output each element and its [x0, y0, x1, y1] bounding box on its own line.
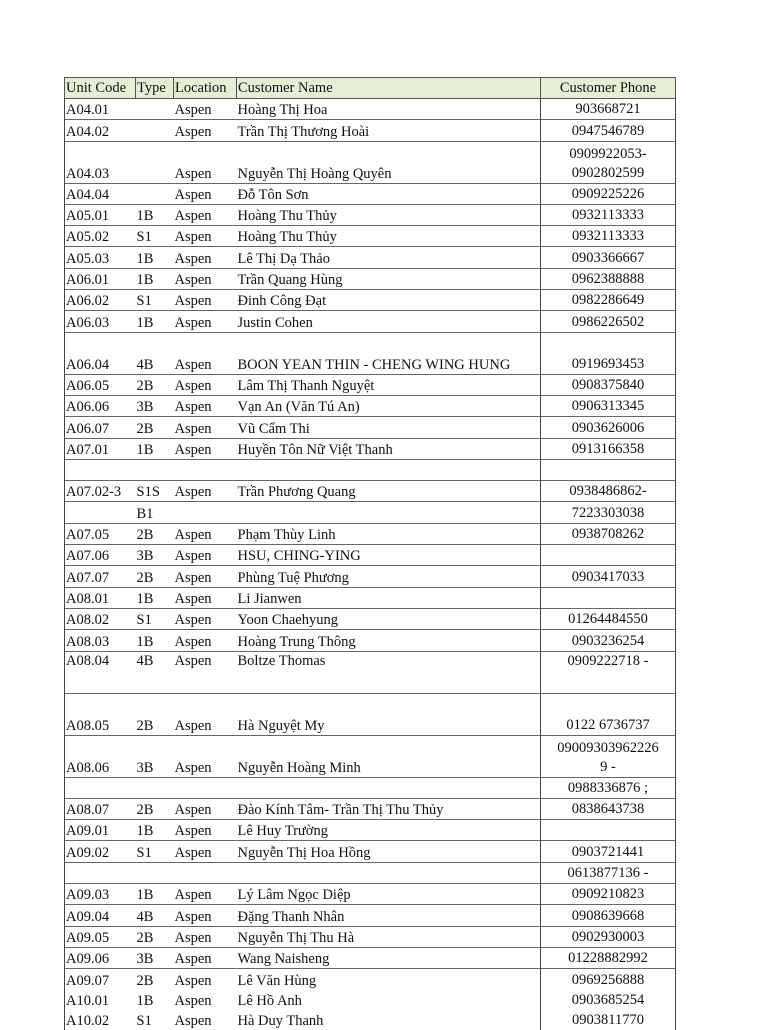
- location-cell: Aspen: [174, 884, 237, 905]
- location-cell: Aspen: [174, 841, 237, 862]
- unit-code-cell: A06.03: [65, 311, 136, 332]
- unit-code-cell: A06.07: [65, 417, 136, 438]
- table-row: [65, 926, 676, 947]
- location-cell: Aspen: [174, 374, 237, 395]
- type-cell: 2B: [136, 523, 174, 544]
- unit-code-cell: A08.04: [65, 651, 136, 693]
- location-cell: Aspen: [174, 1010, 237, 1030]
- type-cell: 2B: [136, 926, 174, 947]
- location-cell: Aspen: [174, 204, 237, 225]
- table-row: [65, 798, 676, 819]
- customer-phone-cell: [541, 862, 676, 883]
- location-cell: Aspen: [174, 141, 237, 183]
- table-row: [65, 587, 676, 608]
- customer-phone-cell: [541, 141, 676, 183]
- location-cell: Aspen: [174, 120, 237, 141]
- table-row: [65, 141, 676, 183]
- customer-name-header: Customer Name: [237, 78, 541, 99]
- customer-phone-cell: [541, 395, 676, 416]
- type-cell: S1: [136, 1010, 174, 1030]
- customer-name-cell: Lê Hồ Anh: [237, 990, 541, 1010]
- unit-code-cell: A07.05: [65, 523, 136, 544]
- customer-phone-cell: [541, 693, 676, 735]
- location-cell: Aspen: [174, 268, 237, 289]
- customer-name-cell: [237, 459, 541, 480]
- unit-code-cell: A06.05: [65, 374, 136, 395]
- location-cell: Aspen: [174, 545, 237, 566]
- phone-line: 0909225226: [542, 185, 674, 204]
- unit-code-cell: [65, 502, 136, 523]
- table-row: [65, 947, 676, 968]
- type-cell: 3B: [136, 545, 174, 566]
- table-row: [65, 862, 676, 883]
- location-cell: Aspen: [174, 183, 237, 204]
- unit-code-cell: A07.06: [65, 545, 136, 566]
- phone-line: 7223303038: [542, 504, 674, 523]
- table-row: [65, 566, 676, 587]
- phone-line: 0908639668: [542, 907, 674, 926]
- type-cell: [136, 120, 174, 141]
- customer-phone-cell: [541, 947, 676, 968]
- phone-line: 0903811770: [542, 1011, 674, 1030]
- location-cell: Aspen: [174, 608, 237, 629]
- table-row: [65, 841, 676, 862]
- customer-phone-cell: [541, 884, 676, 905]
- phone-line: 0902930003: [542, 928, 674, 947]
- type-cell: 1B: [136, 587, 174, 608]
- table-row: [65, 630, 676, 651]
- type-cell: 1B: [136, 630, 174, 651]
- customer-name-cell: [237, 777, 541, 798]
- unit-code-cell: A07.02-3: [65, 481, 136, 502]
- location-cell: Aspen: [174, 926, 237, 947]
- table-row: [65, 502, 676, 523]
- customer-phone-cell: [541, 735, 676, 777]
- unit-code-cell: A07.01: [65, 438, 136, 459]
- location-cell: Aspen: [174, 587, 237, 608]
- customer-name-cell: Hà Duy Thanh: [237, 1010, 541, 1030]
- table-row: [65, 438, 676, 459]
- phone-line: 0903236254: [542, 632, 674, 651]
- unit-code-cell: A09.05: [65, 926, 136, 947]
- customer-name-cell: [237, 862, 541, 883]
- customer-name-cell: Lê Huy Trường: [237, 820, 541, 841]
- customer-phone-cell: [541, 566, 676, 587]
- phone-line: 01264484550: [542, 610, 674, 629]
- unit-code-cell: A04.01: [65, 99, 136, 120]
- table-row: [65, 693, 676, 735]
- location-cell: Aspen: [174, 630, 237, 651]
- unit-code-cell: A05.03: [65, 247, 136, 268]
- type-cell: 2B: [136, 798, 174, 819]
- customer-phone-cell: [541, 247, 676, 268]
- location-cell: Aspen: [174, 481, 237, 502]
- type-cell: 1B: [136, 990, 174, 1010]
- customer-name-cell: [237, 502, 541, 523]
- customer-table: [64, 77, 676, 1030]
- customer-name-cell: Nguyễn Thị Hoa Hồng: [237, 841, 541, 862]
- table-row: [65, 608, 676, 629]
- type-cell: 3B: [136, 947, 174, 968]
- customer-phone-cell: [541, 777, 676, 798]
- unit-code-cell: A09.04: [65, 905, 136, 926]
- type-cell: B1: [136, 502, 174, 523]
- customer-name-cell: Nguyễn Thị Thu Hà: [237, 926, 541, 947]
- unit-code-cell: [65, 862, 136, 883]
- customer-phone-cell: [541, 204, 676, 225]
- table-row: [65, 969, 676, 990]
- customer-name-cell: Yoon Chaehyung: [237, 608, 541, 629]
- customer-phone-cell: [541, 587, 676, 608]
- phone-line: 0903721441: [542, 843, 674, 862]
- unit-code-cell: A10.01: [65, 990, 136, 1010]
- phone-line: 0909210823: [542, 885, 674, 904]
- customer-name-cell: Boltze Thomas: [237, 651, 541, 693]
- unit-code-cell: A08.01: [65, 587, 136, 608]
- type-cell: 4B: [136, 332, 174, 374]
- customer-phone-cell: [541, 332, 676, 374]
- unit-code-cell: [65, 459, 136, 480]
- phone-line: 01228882992: [542, 949, 674, 968]
- table-row: [65, 268, 676, 289]
- phone-line: 0932113333: [542, 206, 674, 225]
- phone-line: 0903366667: [542, 249, 674, 268]
- customer-phone-cell: [541, 502, 676, 523]
- customer-name-cell: Trần Quang Hùng: [237, 268, 541, 289]
- location-cell: [174, 862, 237, 883]
- unit-code-cell: A06.06: [65, 395, 136, 416]
- phone-line: 0913166358: [542, 440, 674, 459]
- customer-name-cell: Nguyễn Hoàng Minh: [237, 735, 541, 777]
- customer-name-cell: Huyền Tôn Nữ Việt Thanh: [237, 438, 541, 459]
- customer-phone-cell: [541, 651, 676, 693]
- type-cell: S1: [136, 841, 174, 862]
- location-cell: Aspen: [174, 290, 237, 311]
- unit-code-cell: A06.01: [65, 268, 136, 289]
- table-row: [65, 395, 676, 416]
- table-row: [65, 820, 676, 841]
- unit-code-cell: A04.03: [65, 141, 136, 183]
- unit-code-cell: A09.02: [65, 841, 136, 862]
- phone-line: 0938708262: [542, 525, 674, 544]
- unit-code-header: Unit Code: [65, 78, 136, 99]
- type-cell: 1B: [136, 247, 174, 268]
- customer-name-cell: Lâm Thị Thanh Nguyệt: [237, 374, 541, 395]
- customer-name-cell: Hoàng Thu Thủy: [237, 226, 541, 247]
- location-cell: Aspen: [174, 990, 237, 1010]
- table-row: [65, 120, 676, 141]
- phone-line: 0906313345: [542, 397, 674, 416]
- customer-phone-cell: [541, 99, 676, 120]
- location-cell: [174, 502, 237, 523]
- customer-name-cell: Lê Thị Dạ Thảo: [237, 247, 541, 268]
- customer-phone-cell: [541, 311, 676, 332]
- customer-name-cell: Li Jianwen: [237, 587, 541, 608]
- customer-name-cell: Trần Phương Quang: [237, 481, 541, 502]
- type-cell: 3B: [136, 735, 174, 777]
- table-row: [65, 905, 676, 926]
- customer-phone-cell: [541, 1010, 676, 1030]
- location-cell: Aspen: [174, 247, 237, 268]
- customer-phone-cell: [541, 459, 676, 480]
- table-row: [65, 459, 676, 480]
- customer-name-cell: Lý Lâm Ngọc Diệp: [237, 884, 541, 905]
- customer-phone-cell: [541, 438, 676, 459]
- customer-name-cell: Hoàng Thị Hoa: [237, 99, 541, 120]
- location-cell: Aspen: [174, 438, 237, 459]
- location-cell: Aspen: [174, 798, 237, 819]
- location-cell: [174, 777, 237, 798]
- customer-name-cell: Hoàng Trung Thông: [237, 630, 541, 651]
- unit-code-cell: A08.02: [65, 608, 136, 629]
- customer-phone-cell: [541, 417, 676, 438]
- table-row: [65, 481, 676, 502]
- location-cell: Aspen: [174, 735, 237, 777]
- type-cell: [136, 141, 174, 183]
- unit-code-cell: A09.07: [65, 969, 136, 990]
- customer-phone-cell: [541, 926, 676, 947]
- unit-code-cell: A09.06: [65, 947, 136, 968]
- unit-code-cell: A08.03: [65, 630, 136, 651]
- customer-name-cell: Đỗ Tôn Sơn: [237, 183, 541, 204]
- table-row: [65, 99, 676, 120]
- type-cell: [136, 777, 174, 798]
- location-cell: Aspen: [174, 566, 237, 587]
- phone-line: 0986226502: [542, 313, 674, 332]
- location-cell: Aspen: [174, 417, 237, 438]
- location-cell: Aspen: [174, 693, 237, 735]
- table-row: [65, 204, 676, 225]
- type-cell: 2B: [136, 374, 174, 395]
- type-header: Type: [136, 78, 174, 99]
- type-cell: 1B: [136, 268, 174, 289]
- type-cell: 1B: [136, 311, 174, 332]
- unit-code-cell: A05.01: [65, 204, 136, 225]
- type-cell: S1: [136, 608, 174, 629]
- phone-line: 0909222718 -: [542, 652, 674, 671]
- table-row: [65, 417, 676, 438]
- customer-name-cell: Justin Cohen: [237, 311, 541, 332]
- phone-line: 0613877136 -: [542, 864, 674, 883]
- location-cell: [174, 459, 237, 480]
- type-cell: 2B: [136, 969, 174, 990]
- customer-name-cell: Wang Naisheng: [237, 947, 541, 968]
- type-cell: 1B: [136, 204, 174, 225]
- phone-line: 0919693453: [542, 355, 674, 374]
- customer-phone-cell: [541, 630, 676, 651]
- customer-name-cell: Hoàng Thu Thủy: [237, 204, 541, 225]
- phone-line: 0838643738: [542, 800, 674, 819]
- type-cell: S1: [136, 226, 174, 247]
- unit-code-cell: A05.02: [65, 226, 136, 247]
- phone-line: 0938486862-: [542, 482, 674, 501]
- customer-phone-cell: [541, 374, 676, 395]
- customer-phone-cell: [541, 268, 676, 289]
- type-cell: 1B: [136, 820, 174, 841]
- type-cell: 1B: [136, 438, 174, 459]
- phone-line: 9 -: [542, 758, 674, 777]
- unit-code-cell: [65, 777, 136, 798]
- customer-phone-cell: [541, 545, 676, 566]
- type-cell: 2B: [136, 566, 174, 587]
- phone-line: 0909922053-: [542, 145, 674, 164]
- unit-code-cell: A09.03: [65, 884, 136, 905]
- type-cell: 4B: [136, 651, 174, 693]
- unit-code-cell: A10.02: [65, 1010, 136, 1030]
- table-row: [65, 884, 676, 905]
- customer-name-cell: Vũ Cẩm Thi: [237, 417, 541, 438]
- phone-line: 0988336876 ;: [542, 779, 674, 798]
- customer-phone-cell: [541, 905, 676, 926]
- table-row: [65, 183, 676, 204]
- customer-phone-cell: [541, 608, 676, 629]
- unit-code-cell: A04.02: [65, 120, 136, 141]
- phone-line: 0903685254: [542, 991, 674, 1010]
- location-cell: Aspen: [174, 226, 237, 247]
- location-cell: Aspen: [174, 395, 237, 416]
- location-cell: Aspen: [174, 820, 237, 841]
- type-cell: 2B: [136, 693, 174, 735]
- phone-line: 903668721: [542, 100, 674, 119]
- phone-line: 0947546789: [542, 122, 674, 141]
- location-header: Location: [174, 78, 237, 99]
- location-cell: Aspen: [174, 969, 237, 990]
- table-row: [65, 332, 676, 374]
- table-row: [65, 374, 676, 395]
- customer-phone-cell: [541, 820, 676, 841]
- unit-code-cell: A06.04: [65, 332, 136, 374]
- table-row: [65, 247, 676, 268]
- location-cell: Aspen: [174, 332, 237, 374]
- table-row: [65, 777, 676, 798]
- table-row: [65, 523, 676, 544]
- customer-name-cell: Đặng Thanh Nhân: [237, 905, 541, 926]
- customer-name-cell: Trần Thị Thương Hoài: [237, 120, 541, 141]
- location-cell: Aspen: [174, 311, 237, 332]
- customer-phone-cell: [541, 990, 676, 1010]
- phone-line: 0122 6736737: [542, 716, 674, 735]
- customer-phone-cell: [541, 969, 676, 990]
- customer-name-cell: Đinh Công Đạt: [237, 290, 541, 311]
- customer-phone-cell: [541, 481, 676, 502]
- phone-line: 0903417033: [542, 568, 674, 587]
- customer-phone-cell: [541, 523, 676, 544]
- phone-line: 0908375840: [542, 376, 674, 395]
- phone-line: 0902802599: [542, 164, 674, 183]
- customer-name-cell: Phạm Thùy Linh: [237, 523, 541, 544]
- type-cell: 2B: [136, 417, 174, 438]
- customer-name-cell: Nguyễn Thị Hoàng Quyên: [237, 141, 541, 183]
- type-cell: [136, 183, 174, 204]
- type-cell: [136, 862, 174, 883]
- unit-code-cell: A09.01: [65, 820, 136, 841]
- customer-name-cell: Lê Văn Hùng: [237, 969, 541, 990]
- location-cell: Aspen: [174, 905, 237, 926]
- table-row: [65, 226, 676, 247]
- unit-code-cell: A08.05: [65, 693, 136, 735]
- phone-line: 0962388888: [542, 270, 674, 289]
- customer-name-cell: BOON YEAN THIN - CHENG WING HUNG: [237, 332, 541, 374]
- customer-name-cell: HSU, CHING-YING: [237, 545, 541, 566]
- unit-code-cell: A08.07: [65, 798, 136, 819]
- customer-name-cell: Hà Nguyệt My: [237, 693, 541, 735]
- customer-phone-cell: [541, 841, 676, 862]
- customer-phone-cell: [541, 120, 676, 141]
- type-cell: [136, 99, 174, 120]
- type-cell: 3B: [136, 395, 174, 416]
- location-cell: Aspen: [174, 523, 237, 544]
- table-row: [65, 735, 676, 777]
- customer-name-cell: Phùng Tuệ Phương: [237, 566, 541, 587]
- type-cell: [136, 459, 174, 480]
- table-row: [65, 311, 676, 332]
- table-body: [65, 99, 676, 1030]
- type-cell: S1: [136, 290, 174, 311]
- unit-code-cell: A07.07: [65, 566, 136, 587]
- customer-phone-cell: [541, 183, 676, 204]
- type-cell: S1S: [136, 481, 174, 502]
- customer-phone-cell: [541, 290, 676, 311]
- table-row: [65, 545, 676, 566]
- unit-code-cell: A06.02: [65, 290, 136, 311]
- phone-line: 0969256888: [542, 971, 674, 990]
- phone-line: 0903626006: [542, 419, 674, 438]
- customer-phone-header: Customer Phone: [541, 78, 676, 99]
- table-row: [65, 651, 676, 693]
- customer-name-cell: Đào Kính Tâm- Trần Thị Thu Thủy: [237, 798, 541, 819]
- table-row: [65, 1010, 676, 1030]
- unit-code-cell: A04.04: [65, 183, 136, 204]
- location-cell: Aspen: [174, 99, 237, 120]
- location-cell: Aspen: [174, 651, 237, 693]
- customer-phone-cell: [541, 226, 676, 247]
- phone-line: 09009303962226: [542, 739, 674, 758]
- type-cell: 1B: [136, 884, 174, 905]
- phone-line: 0932113333: [542, 227, 674, 246]
- header-row: [65, 78, 676, 99]
- unit-code-cell: A08.06: [65, 735, 136, 777]
- table-row: [65, 990, 676, 1010]
- phone-line: 0982286649: [542, 291, 674, 310]
- type-cell: 4B: [136, 905, 174, 926]
- location-cell: Aspen: [174, 947, 237, 968]
- table-row: [65, 290, 676, 311]
- customer-name-cell: Vạn An (Văn Tú An): [237, 395, 541, 416]
- customer-phone-cell: [541, 798, 676, 819]
